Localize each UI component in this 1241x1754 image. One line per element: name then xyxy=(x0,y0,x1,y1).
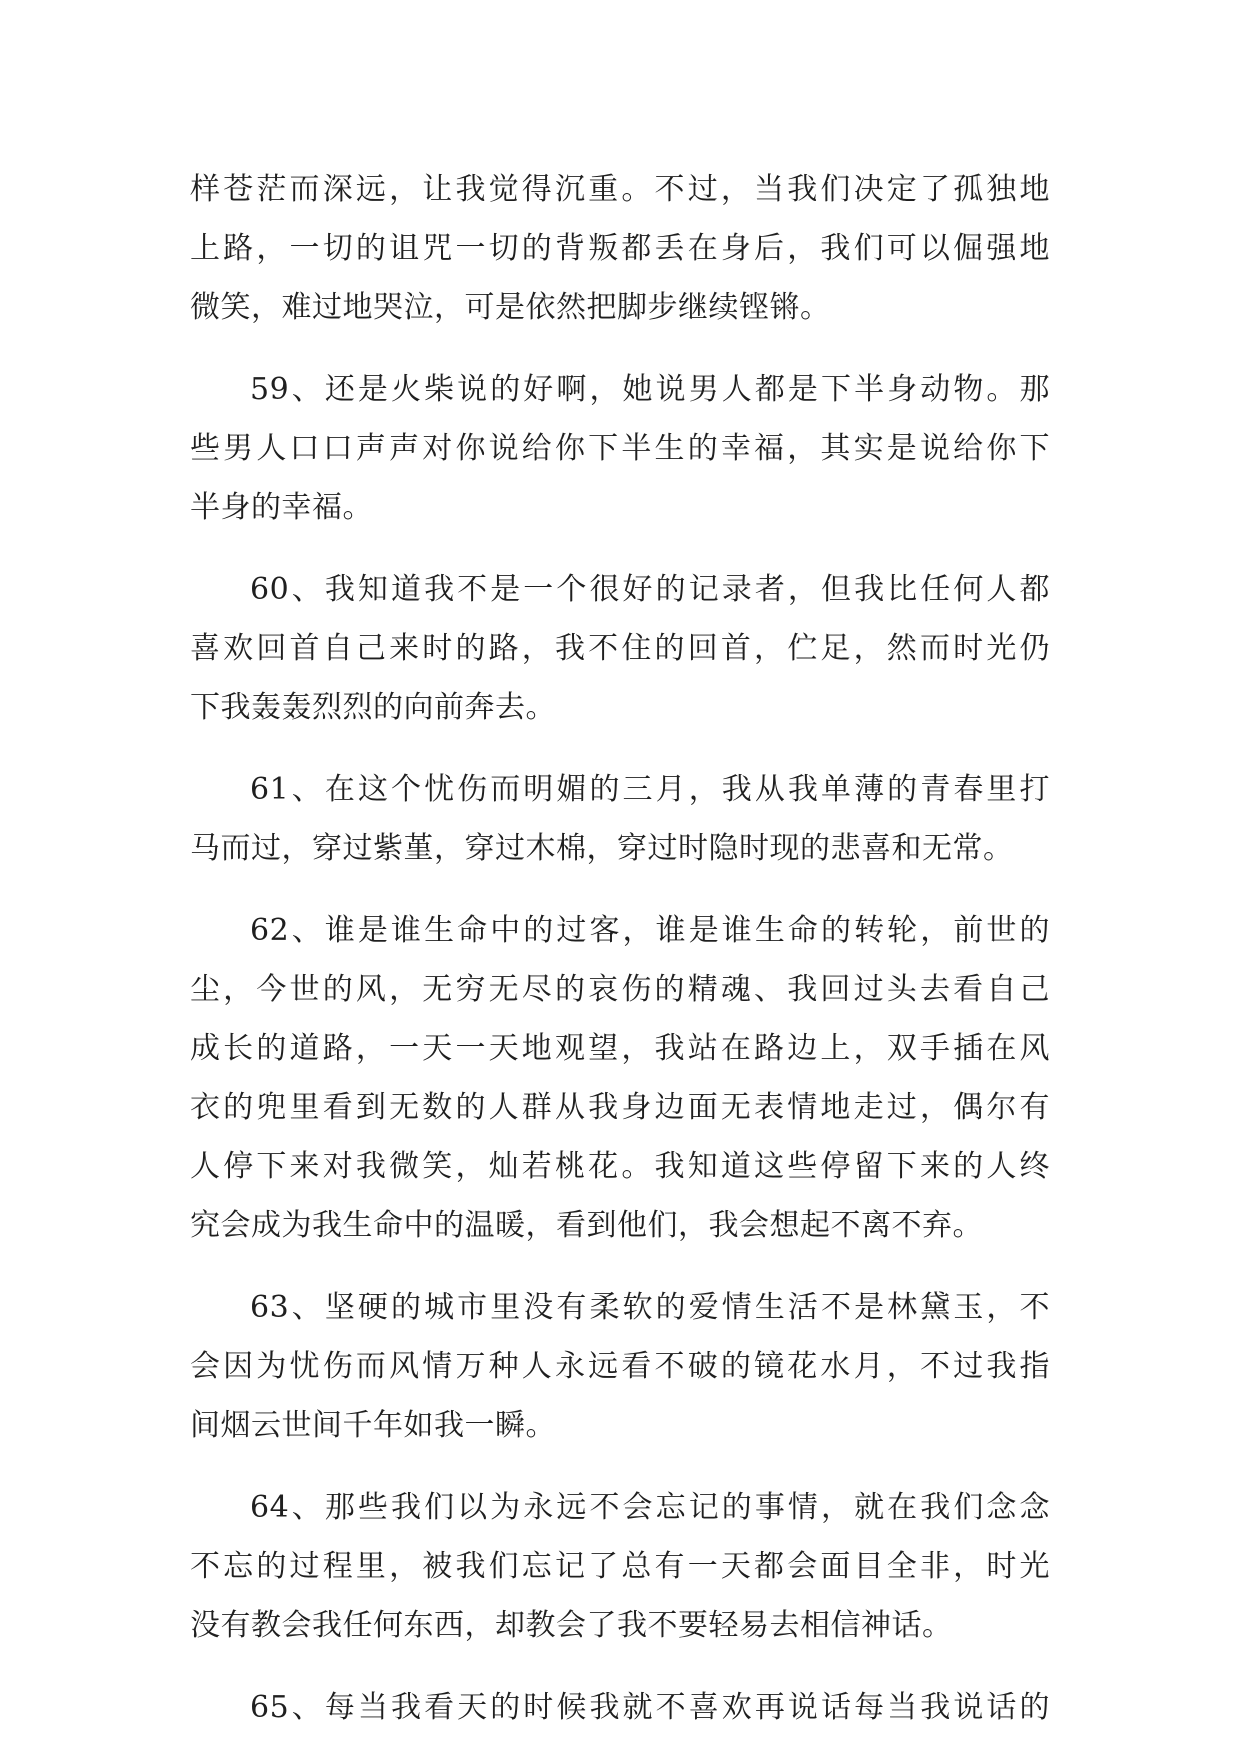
text-line: 衣的兜里看到无数的人群从我身边面无表情地走过，偶尔有 xyxy=(190,1090,1050,1125)
paragraph-65 xyxy=(190,1678,1050,1737)
text-line: 65、每当我看天的时候我就不喜欢再说话每当我说话的 xyxy=(250,1690,1050,1725)
text-line: 上路，一切的诅咒一切的背叛都丢在身后，我们可以倔强地 xyxy=(190,231,1050,266)
text-line: 不忘的过程里，被我们忘记了总有一天都会面目全非，时光 xyxy=(190,1549,1050,1584)
text-line: 62、谁是谁生命中的过客，谁是谁生命的转轮，前世的 xyxy=(250,913,1050,948)
text-line: 没有教会我任何东西，却教会了我不要轻易去相信神话。 xyxy=(190,1608,953,1643)
paragraph-62 xyxy=(190,901,1050,1255)
paragraph-63 xyxy=(190,1278,1050,1455)
text-line: 成长的道路，一天一天地观望，我站在路边上，双手插在风 xyxy=(190,1031,1050,1066)
paragraph-continuation xyxy=(190,160,1050,337)
text-line: 马而过，穿过紫堇，穿过木棉，穿过时隐时现的悲喜和无常。 xyxy=(190,831,1014,866)
text-line: 64、那些我们以为永远不会忘记的事情，就在我们念念 xyxy=(250,1490,1050,1525)
text-line: 样苍茫而深远，让我觉得沉重。不过，当我们决定了孤独地 xyxy=(190,172,1050,207)
text-line: 些男人口口声声对你说给你下半生的幸福，其实是说给你下 xyxy=(190,431,1050,466)
paragraph-60 xyxy=(190,560,1050,737)
text-line: 人停下来对我微笑，灿若桃花。我知道这些停留下来的人终 xyxy=(190,1149,1050,1184)
text-line: 61、在这个忧伤而明媚的三月，我从我单薄的青春里打 xyxy=(250,772,1050,807)
paragraph-64 xyxy=(190,1478,1050,1655)
text-line: 究会成为我生命中的温暖，看到他们，我会想起不离不弃。 xyxy=(190,1208,983,1243)
text-line: 喜欢回首自己来时的路，我不住的回首，伫足，然而时光仍 xyxy=(190,631,1050,666)
paragraph-59 xyxy=(190,360,1050,537)
text-line: 半身的幸福。 xyxy=(190,490,373,525)
text-line: 60、我知道我不是一个很好的记录者，但我比任何人都 xyxy=(250,572,1050,607)
text-line: 微笑，难过地哭泣，可是依然把脚步继续铿锵。 xyxy=(190,290,831,325)
text-line: 间烟云世间千年如我一瞬。 xyxy=(190,1408,556,1443)
text-line: 会因为忧伤而风情万种人永远看不破的镜花水月，不过我指 xyxy=(190,1349,1050,1384)
text-line: 59、还是火柴说的好啊，她说男人都是下半身动物。那 xyxy=(250,372,1050,407)
text-line: 63、坚硬的城市里没有柔软的爱情生活不是林黛玉，不 xyxy=(250,1290,1050,1325)
text-line: 尘，今世的风，无穷无尽的哀伤的精魂、我回过头去看自己 xyxy=(190,972,1050,1007)
paragraph-61 xyxy=(190,760,1050,878)
document-body xyxy=(190,160,1050,1737)
text-line: 下我轰轰烈烈的向前奔去。 xyxy=(190,690,556,725)
